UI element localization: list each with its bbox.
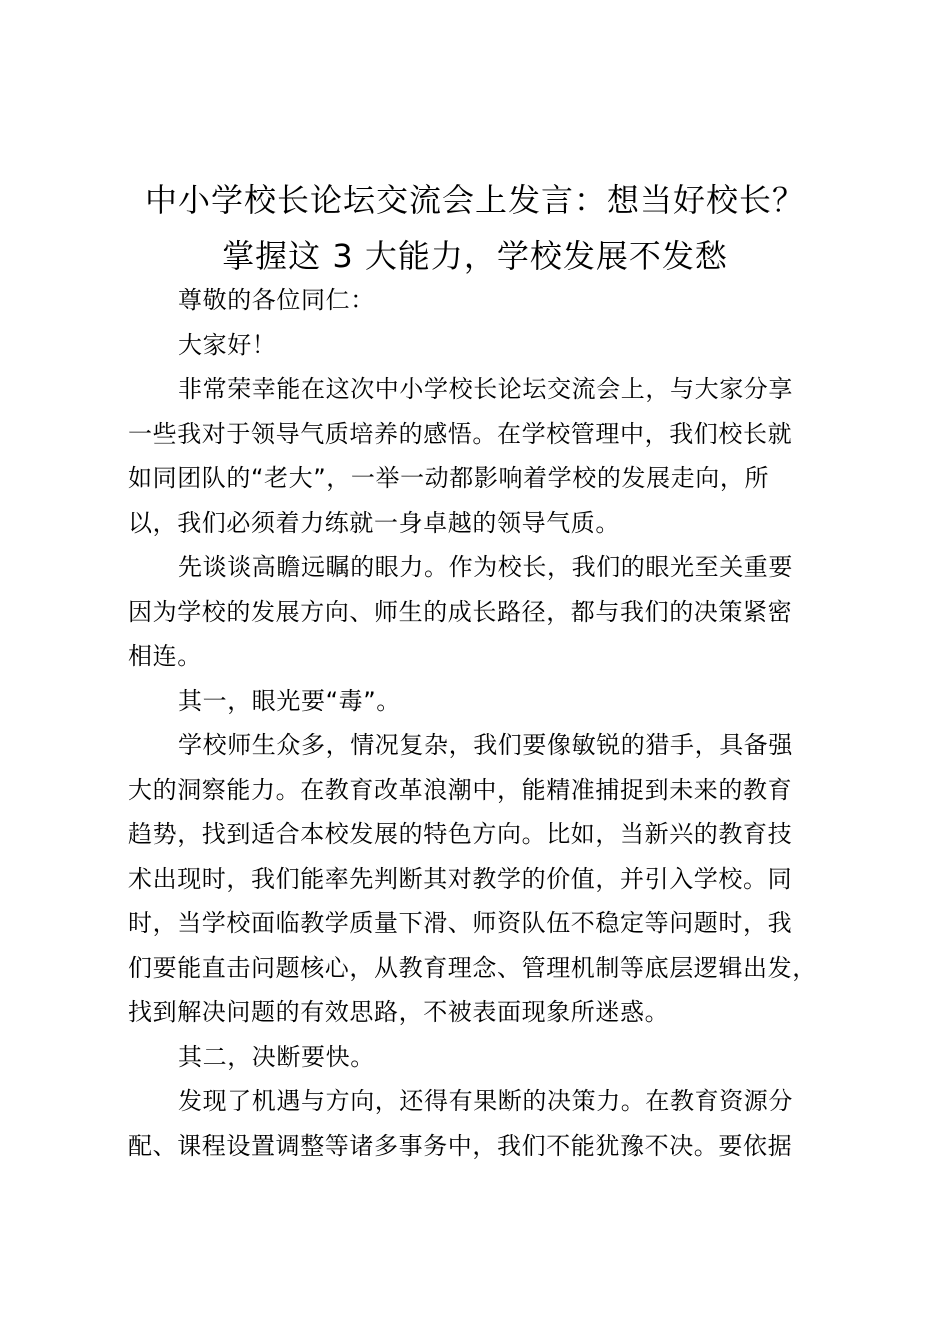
- title-line-1: 中小学校长论坛交流会上发言：想当好校长？: [144, 181, 805, 219]
- paragraph-line: 术出现时，我们能率先判断其对教学的价值，并引入学校。同: [128, 864, 793, 893]
- paragraph: [128, 723, 838, 1035]
- paragraph-line: 找到解决问题的有效思路，不被表面现象所迷惑。: [128, 998, 670, 1026]
- paragraph: [128, 1079, 838, 1168]
- paragraph-line: 趋势，找到适合本校发展的特色方向。比如，当新兴的教育技: [128, 820, 793, 848]
- paragraph-line: 们要能直击问题核心，从教育理念、管理机制等底层逻辑出发，: [128, 953, 817, 982]
- paragraph-line: 以，我们必须着力练就一身卓越的领导气质。: [128, 508, 620, 537]
- paragraph: [128, 679, 838, 724]
- paragraph-line: 因为学校的发展方向、师生的成长路径，都与我们的决策紧密: [128, 597, 793, 626]
- paragraph-line: 大的洞察能力。在教育改革浪潮中，能精准捕捉到未来的教育: [128, 775, 793, 804]
- paragraph: [128, 1035, 838, 1080]
- paragraph-line: 配、课程设置调整等诸多事务中，我们不能犹豫不决。要依据: [128, 1131, 793, 1160]
- paragraph: [128, 278, 838, 323]
- document-body: [128, 278, 838, 1168]
- paragraph-line: 学校师生众多，情况复杂，我们要像敏锐的猎手，具备强: [178, 731, 793, 759]
- title-line-2: 掌握这 3 大能力，学校发展不发愁: [222, 237, 728, 275]
- paragraph-line: 如同团队的“老大”，一举一动都影响着学校的发展走向，所: [128, 464, 770, 492]
- paragraph-line: 其一，眼光要“毒”。: [178, 686, 401, 715]
- paragraph-line: 非常荣幸能在这次中小学校长论坛交流会上，与大家分享: [178, 375, 793, 403]
- paragraph: [128, 545, 838, 679]
- paragraph-line: 相连。: [128, 642, 202, 670]
- paragraph-line: 时，当学校面临教学质量下滑、师资队伍不稳定等问题时，我: [128, 909, 793, 937]
- paragraph-line: 先谈谈高瞻远瞩的眼力。作为校长，我们的眼光至关重要: [178, 553, 793, 581]
- paragraph-line: 一些我对于领导气质培养的感悟。在学校管理中，我们校长就: [128, 419, 793, 448]
- paragraph-line: 尊敬的各位同仁：: [178, 286, 375, 314]
- paragraph: [128, 367, 838, 545]
- document-title: [110, 172, 840, 284]
- paragraph-line: 大家好！: [178, 330, 277, 359]
- paragraph-line: 其二，决断要快。: [178, 1042, 375, 1071]
- paragraph: [128, 323, 838, 368]
- paragraph-line: 发现了机遇与方向，还得有果断的决策力。在教育资源分: [178, 1087, 793, 1115]
